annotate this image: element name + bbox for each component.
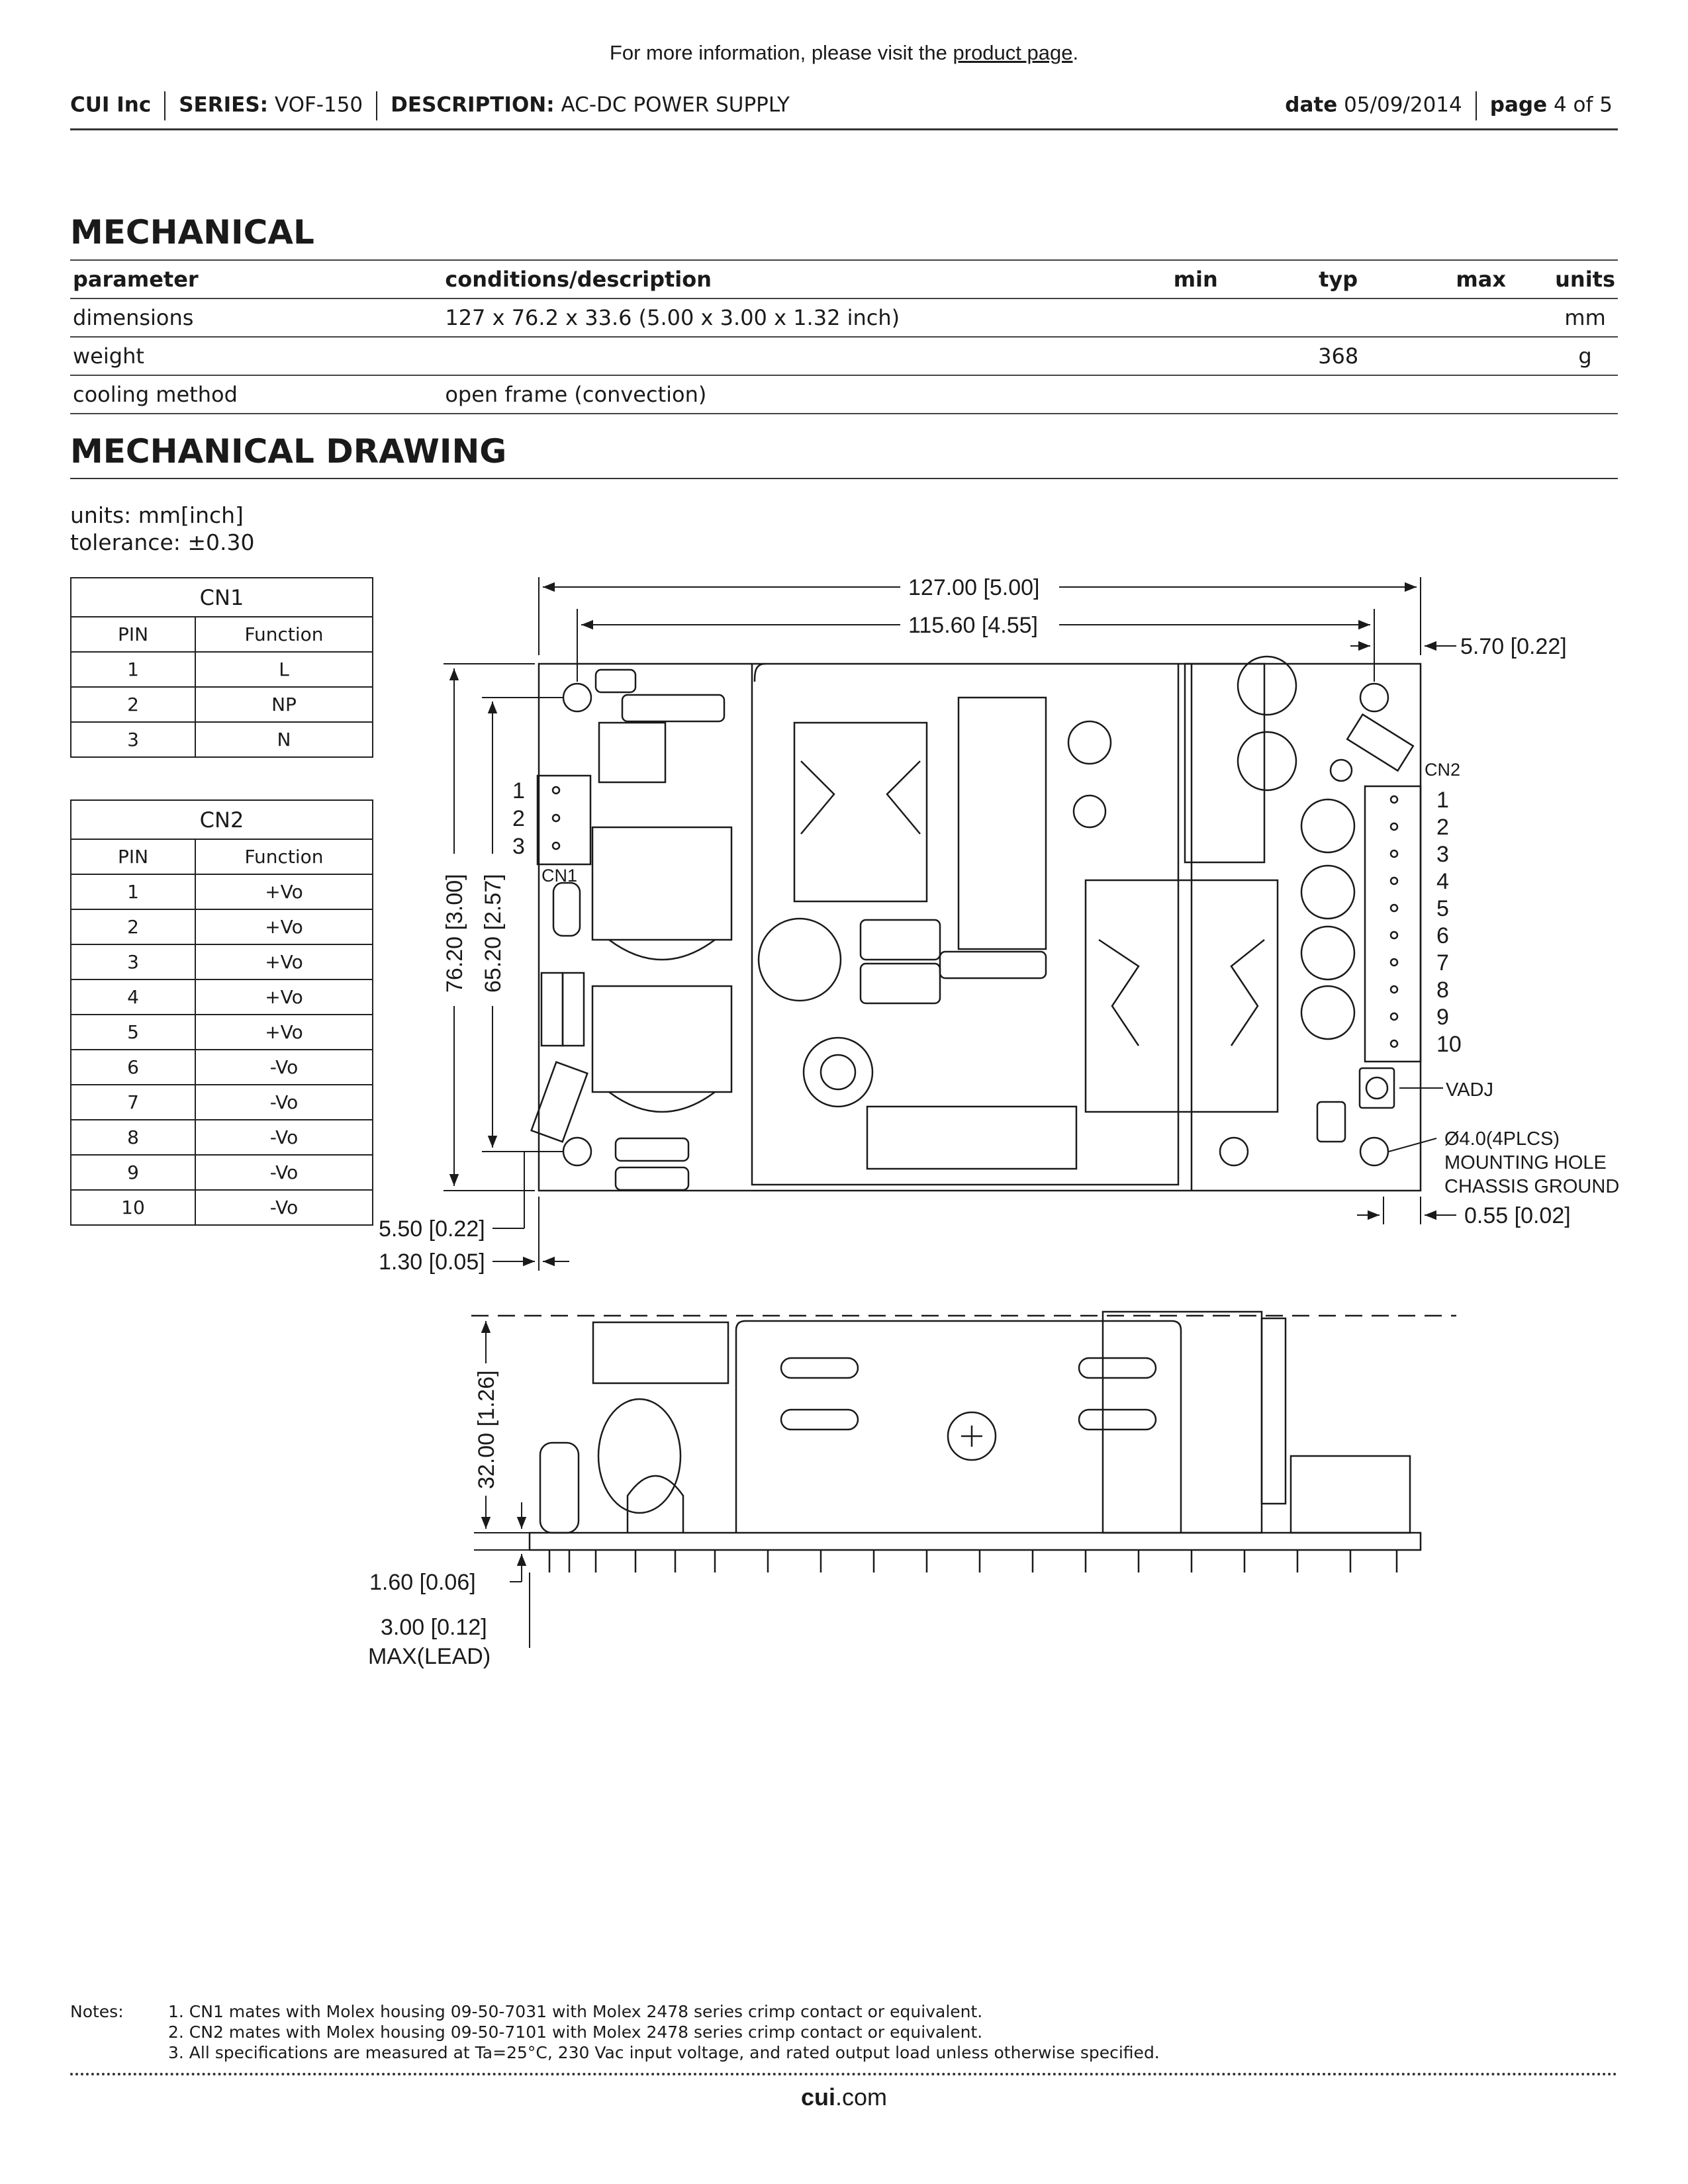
capacitor [1068,721,1111,764]
toroid-inductor [804,1038,872,1107]
heatsink-bar [867,1107,1076,1169]
component [553,883,580,936]
drawing-title: MECHANICAL DRAWING [70,432,507,471]
cell: mm [1552,298,1618,337]
info-suffix: . [1072,41,1079,64]
side-capacitor-bank [1103,1312,1262,1533]
company-name: CUI Inc [70,93,152,117]
pin-header: PIN [71,839,195,874]
capacitor-block [1185,664,1264,862]
transformer [794,723,927,901]
notes-label: Notes: [70,2002,124,2021]
component [861,964,940,1003]
side-choke [598,1399,680,1513]
info-prefix: For more information, please visit the [609,41,953,64]
pin-header: PIN [71,617,195,652]
footer-rule [70,2073,1618,2075]
fuse [622,695,724,721]
date-label: date [1285,93,1338,117]
cell: weight [70,337,442,375]
notes-list [168,2001,1160,2063]
mounting-hole [1360,1138,1388,1165]
function-cell: -Vo [195,1085,373,1120]
series-label: SERIES: [179,93,269,117]
function-cell: +Vo [195,979,373,1015]
dim-055-label: 0.55 [0.02] [1464,1203,1571,1228]
cell: open frame (convection) [442,375,1124,414]
component [861,920,940,960]
col-max: max [1409,260,1552,298]
col-min: min [1125,260,1268,298]
dim-160-label: 1.60 [0.06] [369,1570,476,1595]
side-heatsink [736,1321,1181,1533]
pin-cell: 1 [71,652,195,687]
cell: g [1552,337,1618,375]
side-labels [368,1370,499,1669]
function-cell: +Vo [195,944,373,979]
heatsink-slot [781,1358,858,1378]
capacitor [1301,986,1354,1039]
note-item: 2. CN2 mates with Molex housing 09-50-7101 with Molex 2478 series crimp contact or equivalent. [168,2023,983,2042]
col-typ: typ [1267,260,1409,298]
description-label: DESCRIPTION: [391,93,555,117]
pin-cell: 9 [71,1155,195,1190]
footer-domain: .com [835,2083,888,2111]
cn2-pin-9: 9 [1436,1005,1449,1030]
component [541,973,563,1046]
cn2-pin-4: 4 [1436,869,1449,894]
function-cell: -Vo [195,1190,373,1225]
hole-label-3: CHASSIS GROUND [1444,1176,1620,1197]
heatsink-slot [1079,1358,1156,1378]
dim-300-label: 3.00 [0.12] [381,1615,487,1640]
mounting-hole [1360,684,1388,711]
capacitor [1074,796,1105,827]
mounting-hole [563,684,591,711]
capacitor [1301,799,1354,852]
toroid-inductor-core [821,1055,855,1089]
cn2-pin-10: 10 [1436,1032,1462,1057]
vadj-knob [1366,1077,1387,1099]
tolerance-text: tolerance: ±0.30 [70,529,255,555]
pin-cell: 6 [71,1050,195,1085]
dim-7620-label: 76.20 [3.00] [442,874,467,993]
cn2-pin-5: 5 [1436,896,1449,921]
cn2-pin-3: 3 [1436,842,1449,867]
cn2-pin-2: 2 [1436,815,1449,840]
function-header: Function [195,617,373,652]
pin-cell: 8 [71,1120,195,1155]
series-value: VOF-150 [274,93,363,117]
cell: cooling method [70,375,442,414]
col-conditions: conditions/description [442,260,1124,298]
note-item: 1. CN1 mates with Molex housing 09-50-7031 with Molex 2478 series crimp contact or equivalent. [168,2002,983,2021]
page-value: 4 of 5 [1553,93,1613,117]
cn1-pin-2: 2 [512,806,525,831]
fuse [616,1167,688,1190]
note-item: 3. All specifications are measured at Ta=25°C, 230 Vac input voltage, and rated output load unless otherwise specified. [168,2043,1160,2062]
function-cell: -Vo [195,1120,373,1155]
cn1-label: CN1 [541,866,578,886]
common-mode-choke [592,986,731,1092]
capacitor [1331,760,1352,781]
cn1-pin [553,787,559,794]
bulk-capacitor [959,698,1046,949]
pin-cell: 7 [71,1085,195,1120]
mounting-hole [563,1138,591,1165]
pin-cell: 3 [71,944,195,979]
mounting-hole [1220,1138,1248,1165]
cn1-pin-1: 1 [512,778,525,803]
function-header: Function [195,839,373,874]
capacitor [1301,927,1354,979]
footer-brand: cui [800,2083,835,2111]
component [1347,714,1413,770]
vadj-label: VADJ [1446,1079,1493,1101]
pin-cell: 3 [71,722,195,757]
pin-cell: 1 [71,874,195,909]
capacitor [1238,732,1296,790]
function-cell: L [195,652,373,687]
cell: dimensions [70,298,442,337]
output-transformer [1086,880,1278,1112]
cn1-table-title: CN1 [71,578,373,617]
dim-6520-label: 65.20 [2.57] [481,874,506,993]
cn1-connector [538,776,590,864]
function-cell: +Vo [195,874,373,909]
function-cell: NP [195,687,373,722]
pin-cell: 2 [71,687,195,722]
dim-115-label: 115.60 [4.55] [908,613,1038,638]
cn1-pin-3: 3 [512,834,525,859]
cell: 127 x 76.2 x 33.6 (5.00 x 3.00 x 1.32 inch) [442,298,1124,337]
fuse [616,1138,688,1161]
function-cell: -Vo [195,1050,373,1085]
dim-570-label: 5.70 [0.22] [1460,634,1567,659]
dim-130-label: 1.30 [0.05] [379,1250,485,1275]
side-view [471,1312,1456,1572]
component [940,952,1046,978]
cn2-table-title: CN2 [71,800,373,839]
transformer-core [1099,940,1264,1046]
transformer-core [801,761,920,834]
mechanical-title: MECHANICAL [70,213,314,251]
col-parameter: parameter [70,260,442,298]
common-mode-choke [592,827,731,940]
product-page-link[interactable]: product page [953,41,1073,64]
top-view [532,657,1421,1191]
units-text: units: mm[inch] [70,502,244,528]
date-value: 05/09/2014 [1344,93,1462,117]
capacitor [759,919,841,1001]
side-component [593,1322,728,1383]
pin-cell: 2 [71,909,195,944]
capacitor [1238,657,1296,715]
max-lead-label: MAX(LEAD) [368,1644,491,1669]
cn2-pin-holes [1391,796,1397,1047]
cn2-label: CN2 [1425,760,1461,780]
side-capacitor [540,1443,579,1533]
footer [0,2083,1688,2111]
col-units: units [1552,260,1618,298]
side-pcb [530,1533,1421,1550]
heatsink-slot [781,1410,858,1430]
capacitor [1301,866,1354,919]
page-label: page [1489,93,1548,117]
function-cell: +Vo [195,909,373,944]
cn2-pin-8: 8 [1436,978,1449,1003]
heatsink-slot [1079,1410,1156,1430]
pin-cell: 4 [71,979,195,1015]
frame-corner [755,664,765,682]
side-leads [549,1550,1397,1572]
cn2-pin-6: 6 [1436,923,1449,948]
cell: 368 [1267,337,1409,375]
cn2-pin-1: 1 [1436,788,1449,813]
component [1317,1102,1345,1142]
cn2-pin-7: 7 [1436,950,1449,976]
choke-winding [609,940,715,960]
pin-cell: 10 [71,1190,195,1225]
screw-cross [961,1426,982,1447]
pin-cell: 5 [71,1015,195,1050]
component [532,1062,588,1142]
function-cell: -Vo [195,1155,373,1190]
side-component [1262,1318,1286,1504]
hole-label-2: MOUNTING HOLE [1444,1152,1607,1173]
dim-550-label: 5.50 [0.22] [379,1216,485,1242]
fuse [596,670,635,692]
vadj-potentiometer [1360,1068,1394,1108]
function-cell: N [195,722,373,757]
dim-3200-label: 32.00 [1.26] [474,1370,499,1489]
component [563,973,584,1046]
dim-127-label: 127.00 [5.00] [908,575,1040,600]
cn1-pin [553,815,559,821]
function-cell: +Vo [195,1015,373,1050]
choke-winding [609,1092,715,1112]
description-value: AC-DC POWER SUPPLY [561,93,790,117]
side-connector [1291,1456,1410,1533]
filter-cap [599,723,665,782]
cn1-pin [553,842,559,849]
hole-label-1: Ø4.0(4PLCS) [1444,1128,1560,1150]
